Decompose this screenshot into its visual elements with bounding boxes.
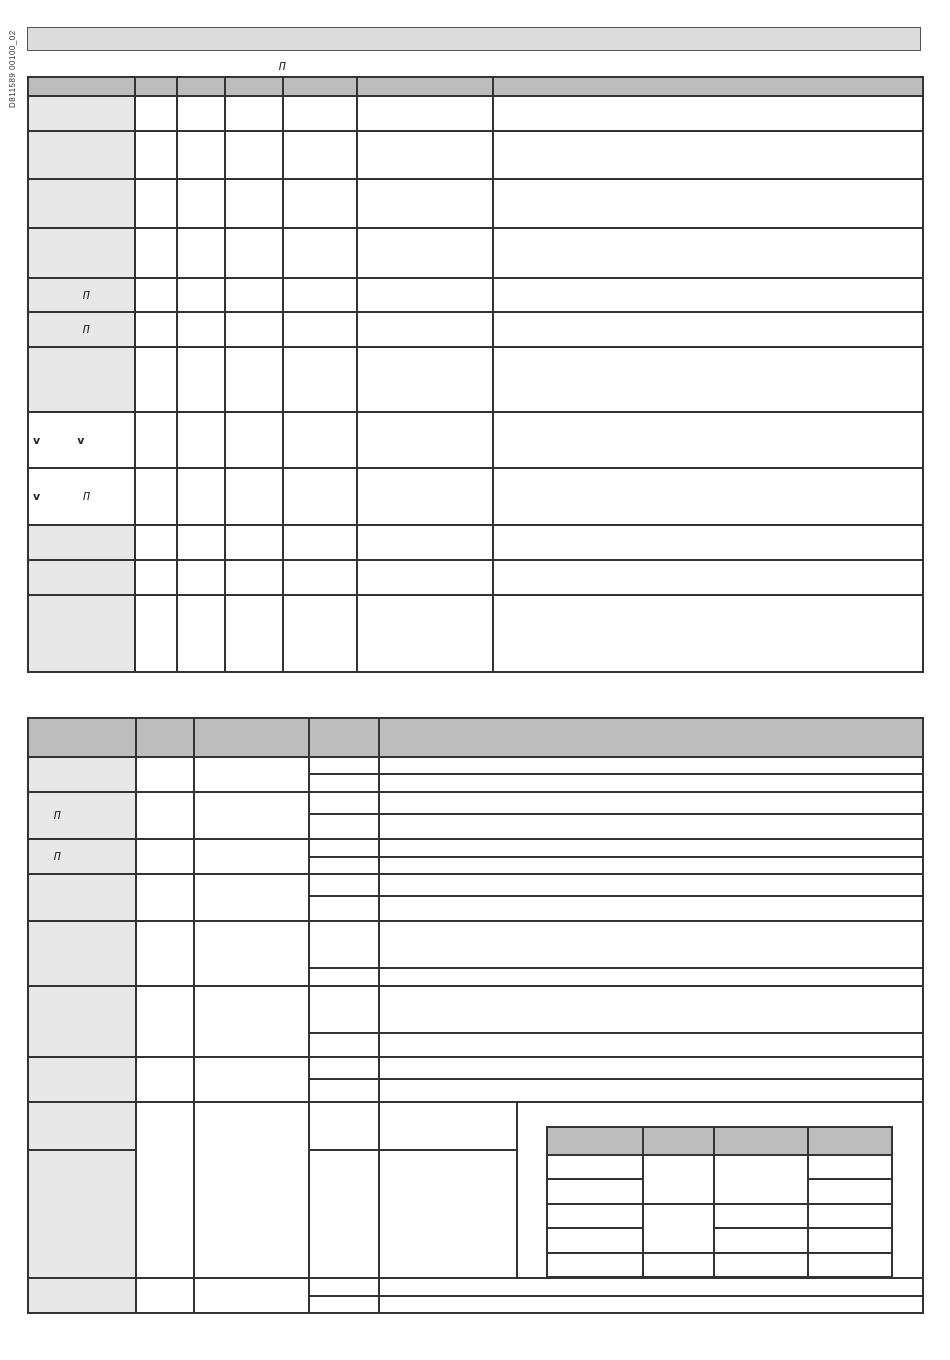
table-row	[28, 347, 923, 412]
row-label	[28, 312, 135, 347]
embedded-sub-table	[546, 1126, 893, 1278]
table1-header-cell	[283, 77, 357, 96]
table-row	[28, 1278, 923, 1296]
table2-header-cell	[136, 718, 194, 757]
segment-display-icon: Π	[279, 60, 286, 73]
table-row	[28, 986, 923, 1033]
row-label	[28, 179, 135, 228]
parameters-table-1	[27, 76, 924, 673]
table-row	[28, 228, 923, 278]
sub-table-header-cell	[643, 1127, 714, 1155]
row-label	[28, 1278, 136, 1313]
row-label	[28, 757, 136, 792]
table-row	[28, 792, 923, 814]
segment-display-icon: Π	[83, 323, 90, 336]
table-row	[28, 757, 923, 774]
row-label	[28, 278, 135, 312]
segment-display-icon: Π	[83, 490, 90, 503]
table-row	[28, 839, 923, 857]
sub-table-row	[547, 1253, 892, 1277]
row-label	[28, 1102, 136, 1150]
chevron-down-icon: v	[33, 490, 41, 503]
table2-header-cell	[194, 718, 309, 757]
sub-table-header-cell	[714, 1127, 808, 1155]
table-row	[28, 312, 923, 347]
row-label	[28, 525, 135, 560]
sub-table-header-row	[547, 1127, 892, 1155]
row-label	[28, 595, 135, 672]
table-row	[28, 921, 923, 968]
table-row	[28, 560, 923, 595]
row-label	[28, 468, 135, 525]
table2-header-cell	[28, 718, 136, 757]
chevron-down-icon: v	[77, 433, 85, 447]
sub-table-header-cell	[547, 1127, 643, 1155]
row-label	[28, 1057, 136, 1102]
row-label	[28, 874, 136, 921]
table1-header-cell	[135, 77, 177, 96]
table1-header-row	[28, 77, 923, 96]
row-label	[28, 228, 135, 278]
row-label	[28, 792, 136, 839]
table-row	[28, 412, 923, 468]
table2-header-cell	[379, 718, 923, 757]
row-label	[28, 131, 135, 179]
row-label	[28, 412, 135, 468]
table1-header-cell	[357, 77, 493, 96]
row-label	[28, 921, 136, 986]
table-row	[28, 595, 923, 672]
sub-table-row	[547, 1204, 892, 1228]
document-id: D811589 00100_02	[8, 30, 17, 108]
row-label	[28, 347, 135, 412]
chevron-down-icon: v	[33, 433, 41, 447]
table1-header-cell	[177, 77, 225, 96]
table-row	[28, 131, 923, 179]
sub-table-header-cell	[808, 1127, 892, 1155]
table1-header-cell	[493, 77, 923, 96]
table2-header-row	[28, 718, 923, 757]
row-label	[28, 986, 136, 1057]
row-label	[28, 1150, 136, 1278]
table1-header-cell	[225, 77, 283, 96]
table-row	[28, 468, 923, 525]
sub-table-row	[547, 1155, 892, 1179]
table-row	[28, 179, 923, 228]
segment-display-icon: Π	[54, 809, 61, 822]
row-label	[28, 96, 135, 131]
row-label	[28, 560, 135, 595]
table-row	[28, 96, 923, 131]
table-row	[28, 1057, 923, 1079]
table-row	[28, 525, 923, 560]
segment-display-icon: Π	[54, 850, 61, 863]
sub-table-row	[547, 1228, 892, 1253]
table-row	[28, 874, 923, 896]
section-header-bar	[27, 27, 921, 51]
segment-display-icon: Π	[83, 288, 90, 302]
table1-header-cell	[28, 77, 135, 96]
table-row	[28, 278, 923, 312]
row-label	[28, 839, 136, 874]
table2-header-cell	[309, 718, 379, 757]
